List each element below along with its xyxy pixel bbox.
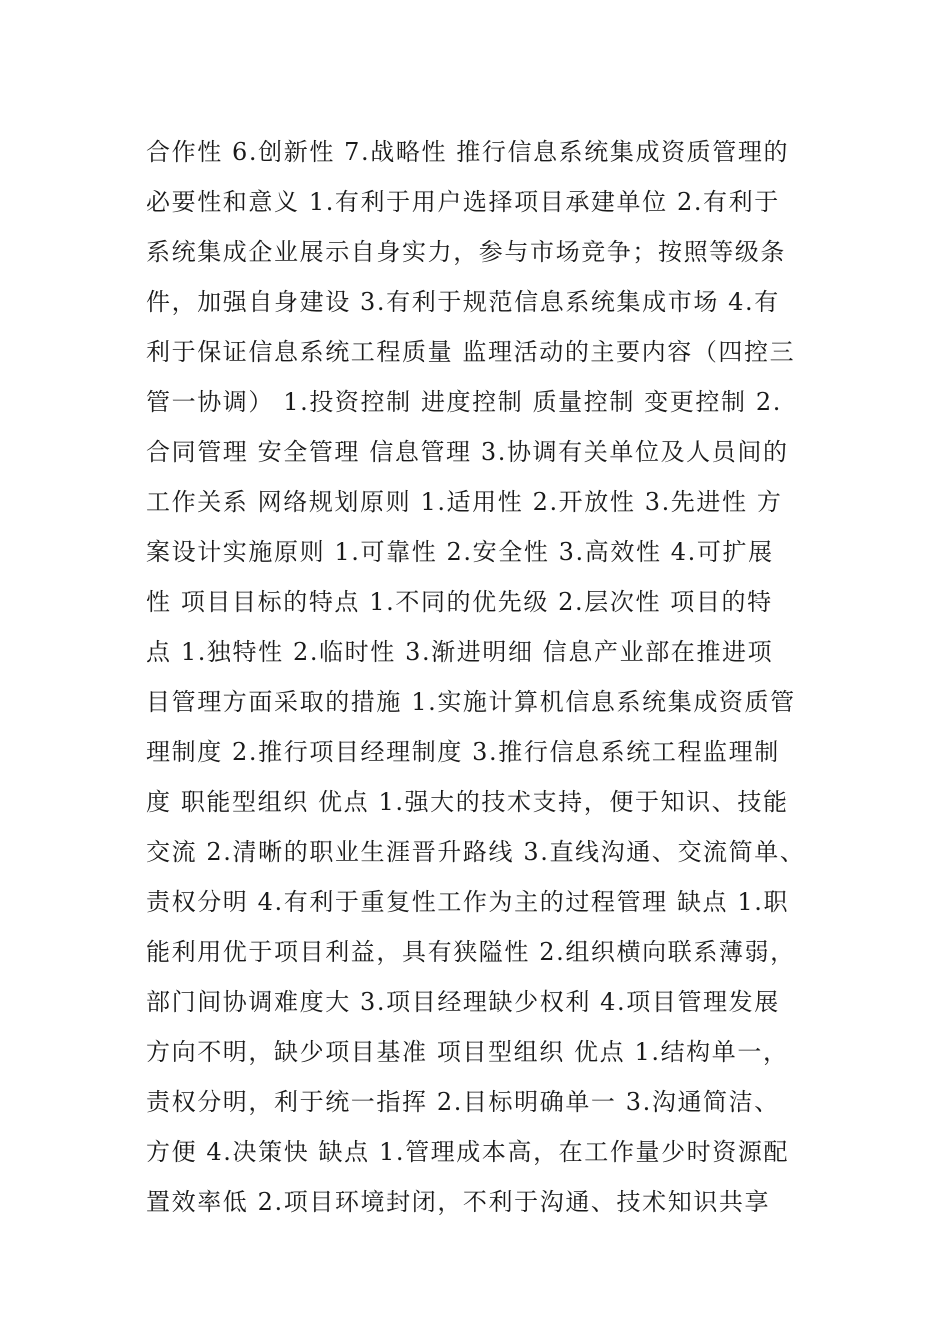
text-line: 性 项目目标的特点 1.不同的优先级 2.层次性 项目的特 xyxy=(146,588,773,616)
text-line: 系统集成企业展示自身实力，参与市场竞争；按照等级条 xyxy=(146,238,786,266)
text-line: 责权分明 4.有利于重复性工作为主的过程管理 缺点 1.职 xyxy=(146,888,790,916)
text-line: 工作关系 网络规划原则 1.适用性 2.开放性 3.先进性 方 xyxy=(146,488,783,516)
text-line: 方便 4.决策快 缺点 1.管理成本高，在工作量少时资源配 xyxy=(146,1138,790,1166)
text-line: 点 1.独特性 2.临时性 3.渐进明细 信息产业部在推进项 xyxy=(146,638,774,666)
text-line: 理制度 2.推行项目经理制度 3.推行信息系统工程监理制 xyxy=(146,738,780,766)
text-line: 案设计实施原则 1.可靠性 2.安全性 3.高效性 4.可扩展 xyxy=(146,538,774,566)
text-line: 利于保证信息系统工程质量 监理活动的主要内容（四控三 xyxy=(146,338,796,366)
text-line: 交流 2.清晰的职业生涯晋升路线 3.直线沟通、交流简单、 xyxy=(146,838,806,866)
text-line: 能利用优于项目利益，具有狭隘性 2.组织横向联系薄弱， xyxy=(146,938,796,966)
text-line: 责权分明，利于统一指挥 2.目标明确单一 3.沟通简洁、 xyxy=(146,1088,780,1116)
text-line: 合作性 6.创新性 7.战略性 推行信息系统集成资质管理的 xyxy=(146,138,790,166)
text-line: 目管理方面采取的措施 1.实施计算机信息系统集成资质管 xyxy=(146,688,796,716)
text-line: 必要性和意义 1.有利于用户选择项目承建单位 2.有利于 xyxy=(146,188,780,216)
text-line: 方向不明，缺少项目基准 项目型组织 优点 1.结构单一， xyxy=(146,1038,789,1066)
text-line: 件，加强自身建设 3.有利于规范信息系统集成市场 4.有 xyxy=(146,288,780,316)
text-line: 管一协调） 1.投资控制 进度控制 质量控制 变更控制 2. xyxy=(146,388,782,416)
text-line: 度 职能型组织 优点 1.强大的技术支持，便于知识、技能 xyxy=(146,788,789,816)
text-line: 置效率低 2.项目环境封闭，不利于沟通、技术知识共享 xyxy=(146,1188,771,1216)
body-text xyxy=(146,131,816,1231)
text-line: 合同管理 安全管理 信息管理 3.协调有关单位及人员间的 xyxy=(146,438,789,466)
text-line: 部门间协调难度大 3.项目经理缺少权利 4.项目管理发展 xyxy=(146,988,780,1016)
